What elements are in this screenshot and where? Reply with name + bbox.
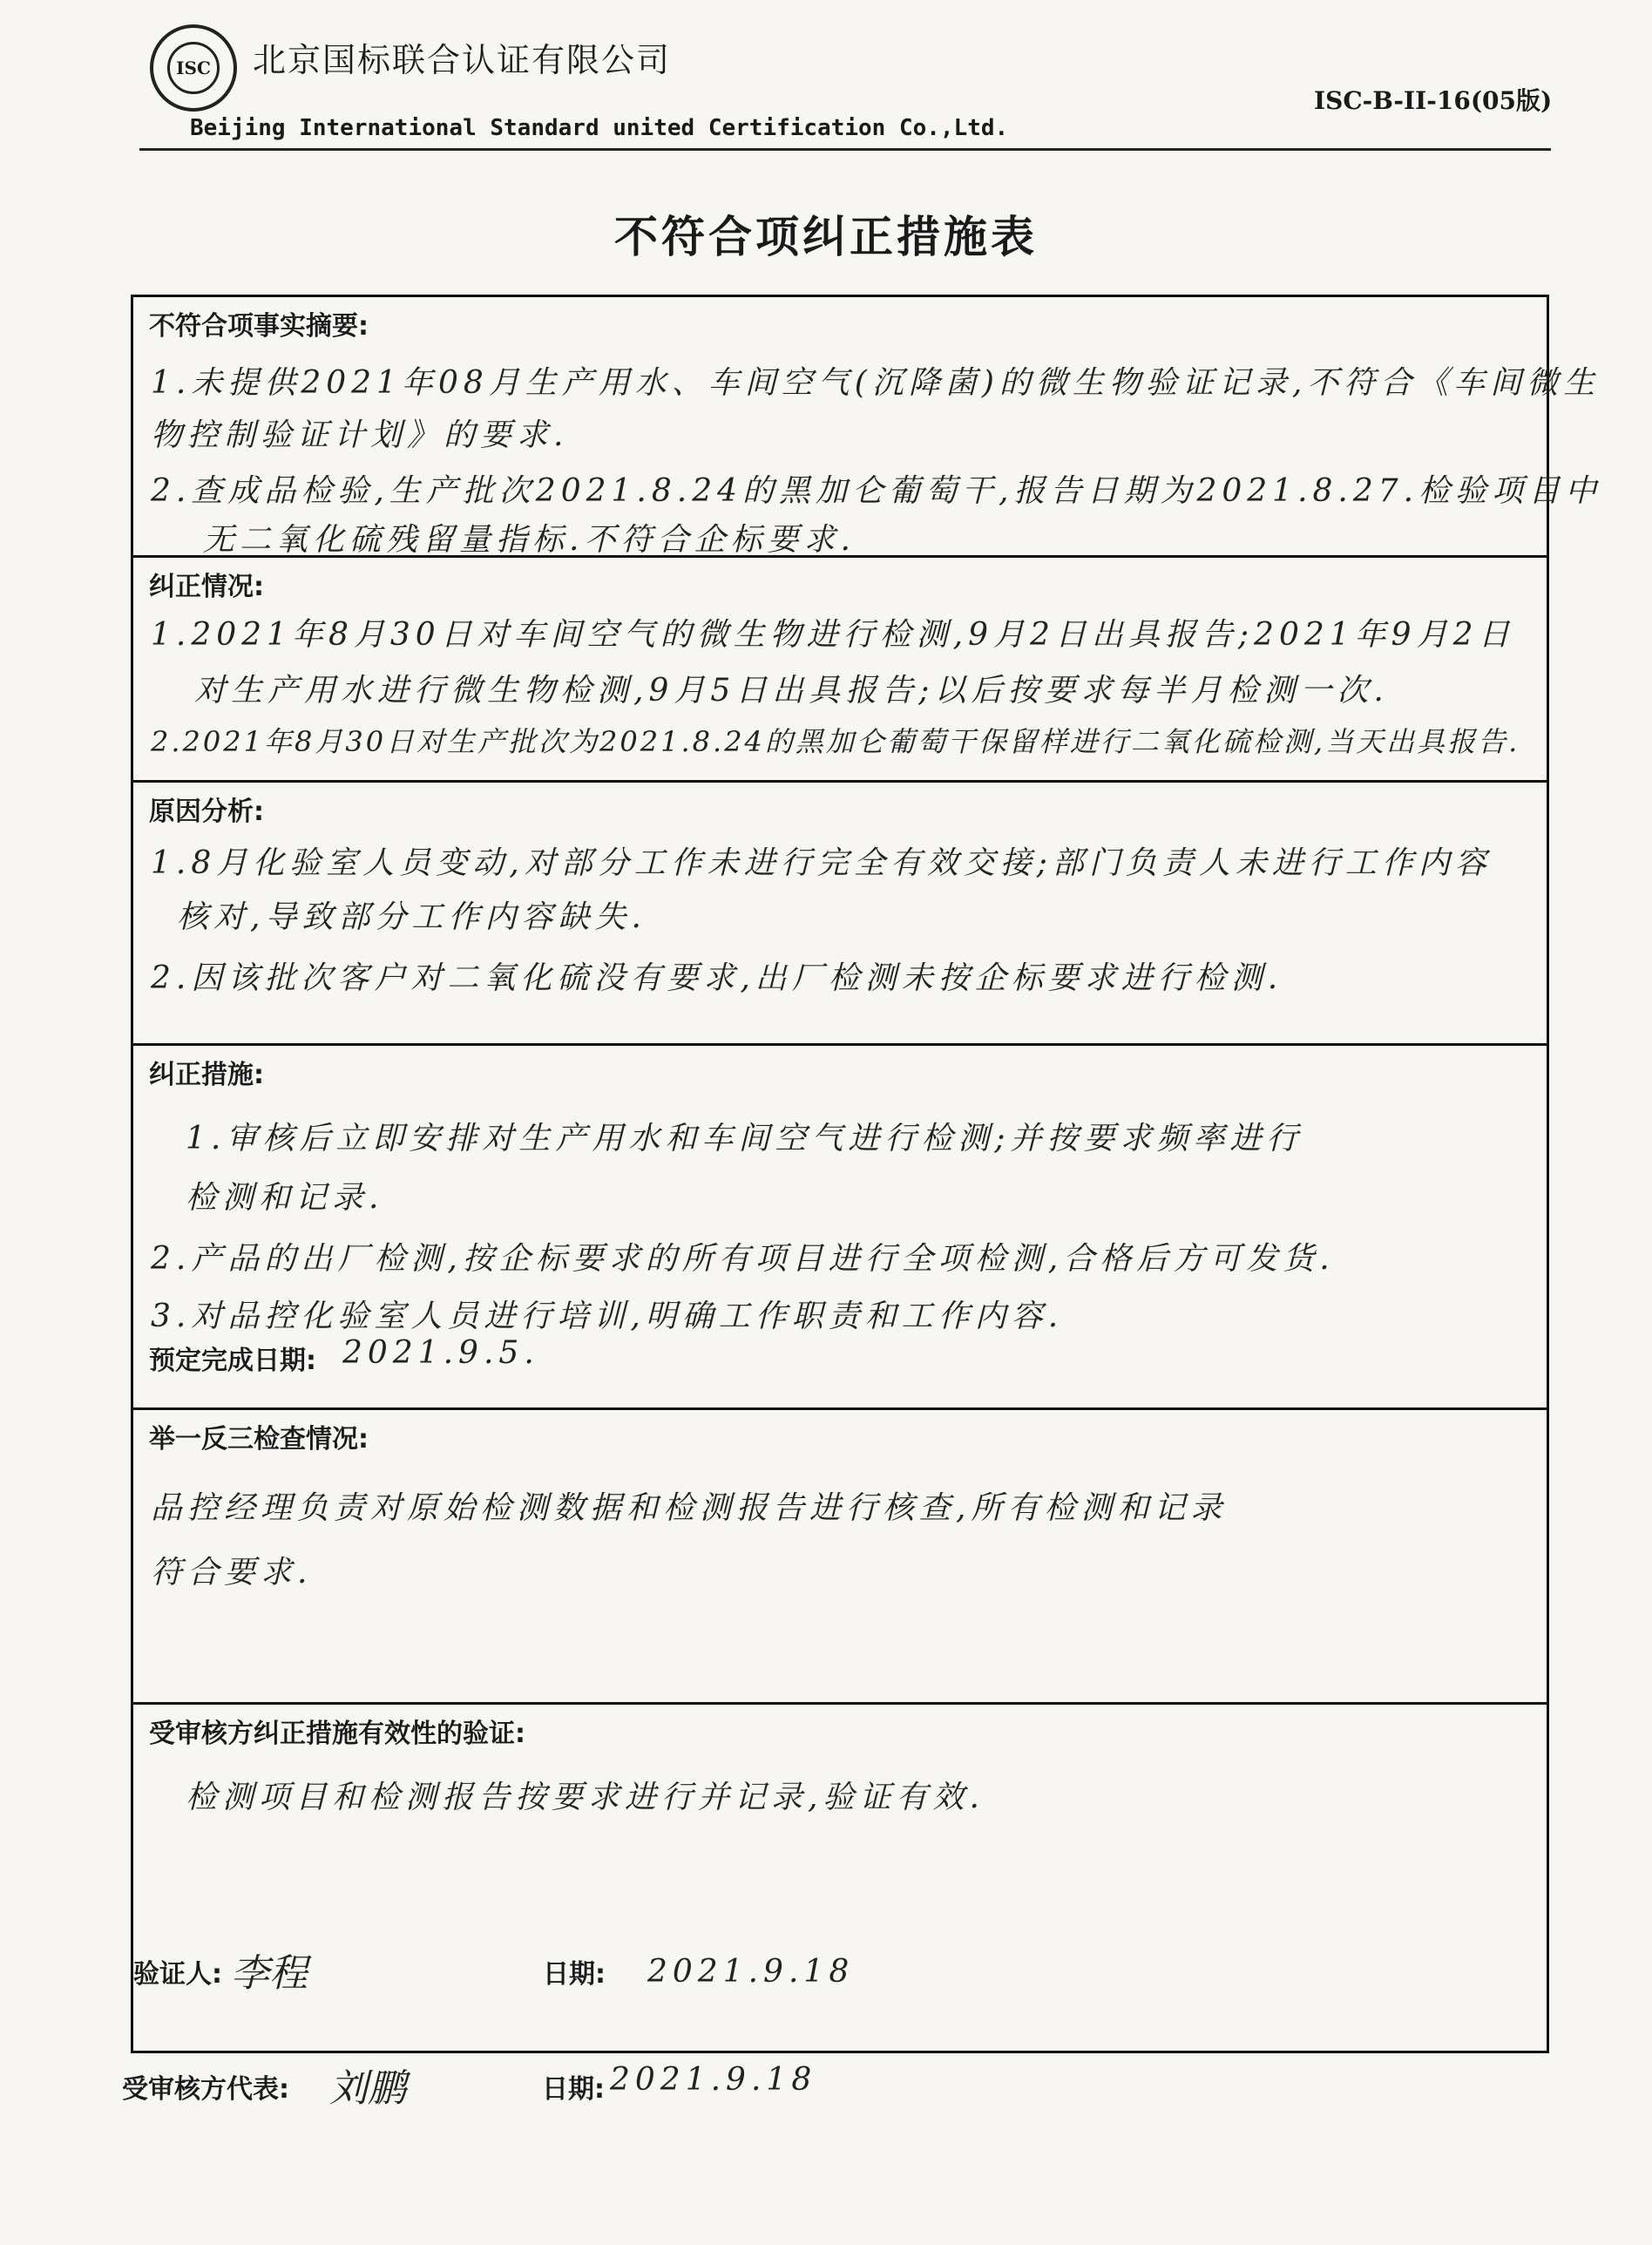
section-nonconformity: [133, 297, 1602, 558]
auditee-rep-signature: 刘鹏: [329, 2066, 406, 2111]
section-extension: [133, 1407, 1547, 1702]
section-label: 纠正情况:: [149, 572, 264, 602]
handwritten-line: 3.对品控化验室人员进行培训,明确工作职责和工作内容.: [151, 1299, 1064, 1334]
section-correction: [133, 555, 1547, 780]
footer-date-value: 2021.9.18: [610, 2062, 817, 2098]
company-name-cn: 北京国标联合认证有限公司: [253, 41, 672, 79]
company-name-en: Beijing International Standard united Certification Co.,Ltd.: [190, 115, 1009, 141]
section-measures: [133, 1043, 1547, 1407]
section-label: 纠正措施:: [149, 1060, 264, 1090]
section-cause: [133, 780, 1547, 1043]
section-verification: [133, 1702, 1547, 2056]
handwritten-line: 2.2021年8月30日对生产批次为2021.8.24的黑加仑葡萄干保留样进行二氧化硫检测,当天出具报告.: [151, 725, 1520, 758]
verification-date-label: 日期:: [543, 1959, 606, 1990]
header-divider: [139, 148, 1551, 151]
handwritten-line: 核对,导致部分工作内容缺失.: [177, 899, 647, 935]
logo-mark: ISC: [167, 42, 220, 94]
due-date-label: 预定完成日期:: [149, 1346, 316, 1376]
verifier-label: 验证人:: [133, 1959, 222, 1990]
footer-date-label: 日期:: [542, 2074, 605, 2105]
handwritten-line: 检测和记录.: [186, 1180, 384, 1216]
verifier-signature: 李程: [231, 1951, 308, 1996]
handwritten-line: 对生产用水进行微生物检测,9月5日出具报告;以后按要求每半月检测一次.: [194, 673, 1389, 709]
section-label: 不符合项事实摘要:: [149, 311, 369, 342]
handwritten-line: 1.审核后立即安排对生产用水和车间空气进行检测;并按要求频率进行: [186, 1121, 1303, 1156]
due-date-value: 2021.9.5.: [342, 1335, 539, 1371]
form-code: ISC-B-II-16(05版): [1314, 86, 1553, 115]
document-title: 不符合项纠正措施表: [614, 212, 1038, 262]
company-logo: [150, 24, 237, 112]
auditee-rep-label: 受审核方代表:: [122, 2074, 289, 2105]
handwritten-line: 符合要求.: [151, 1555, 313, 1590]
section-label: 原因分析:: [149, 797, 264, 827]
handwritten-line: 品控经理负责对原始检测数据和检测报告进行核查,所有检测和记录: [151, 1490, 1228, 1526]
handwritten-line: 检测项目和检测报告按要求进行并记录,验证有效.: [186, 1780, 985, 1815]
handwritten-line: 2.查成品检验,生产批次2021.8.24的黑加仑葡萄干,报告日期为2021.8.27.检验项目中: [151, 473, 1602, 509]
form-table: [131, 295, 1602, 2053]
section-label: 举一反三检查情况:: [149, 1424, 369, 1455]
verification-date-value: 2021.9.18: [647, 1954, 855, 1990]
handwritten-line: 2.产品的出厂检测,按企标要求的所有项目进行全项检测,合格后方可发货.: [151, 1241, 1335, 1277]
section-label: 受审核方纠正措施有效性的验证:: [149, 1719, 525, 1749]
handwritten-line: 1.2021年8月30日对车间空气的微生物进行检测,9月2日出具报告;2021年9月2日: [151, 617, 1515, 653]
handwritten-line: 1.8月化验室人员变动,对部分工作未进行完全有效交接;部门负责人未进行工作内容: [151, 845, 1492, 881]
handwritten-line: 无二氧化硫残留量指标.不符合企标要求.: [203, 522, 856, 558]
letterhead: [0, 0, 1652, 157]
handwritten-line: 1.未提供2021年08月生产用水、车间空气(沉降菌)的微生物验证记录,不符合《车间微生: [151, 365, 1601, 401]
handwritten-line: 2.因该批次客户对二氧化硫没有要求,出厂检测未按企标要求进行检测.: [151, 960, 1283, 996]
handwritten-line: 物控制验证计划》的要求.: [151, 417, 569, 453]
